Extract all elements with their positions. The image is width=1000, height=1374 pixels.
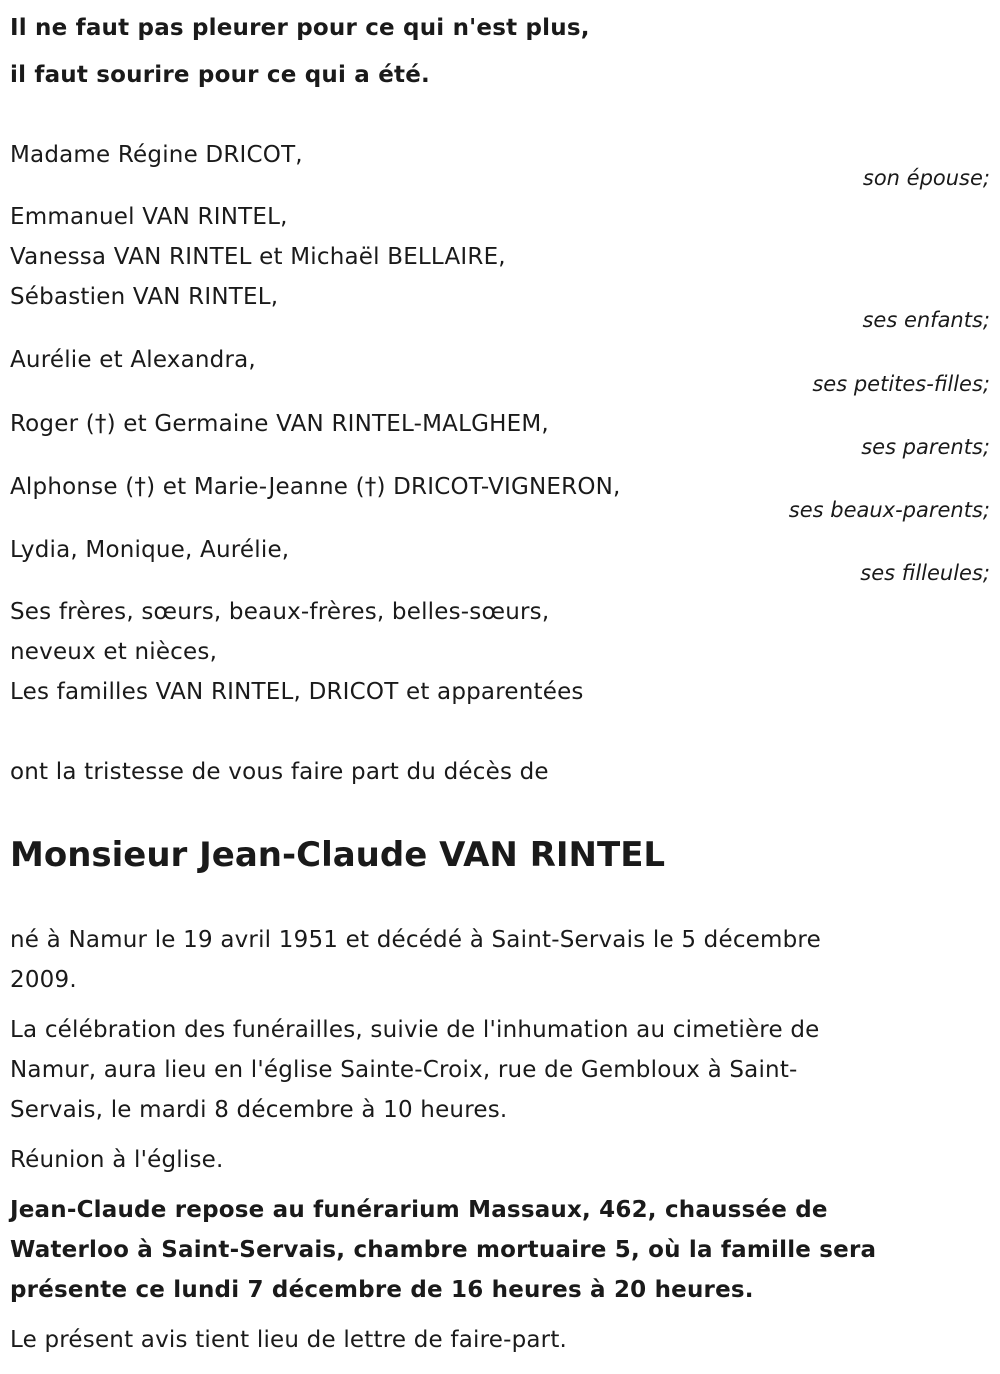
family-name: Madame Régine DRICOT, [10,142,303,168]
visitation-line: présente ce lundi 7 décembre de 16 heures à 20 heures. [10,1277,754,1303]
family-relation: ses petites-filles; [812,372,990,396]
visitation-line: Waterloo à Saint-Servais, chambre mortuaire 5, où la famille sera [10,1237,877,1263]
meeting: Réunion à l'église. [10,1147,224,1173]
family-relation: son épouse; [862,166,990,190]
family-name: Alphonse (†) et Marie-Jeanne (†) DRICOT-VIGNERON, [10,474,621,500]
family-relation: ses filleules; [860,561,990,585]
family-name: Sébastien VAN RINTEL, [10,284,279,310]
family-name: Ses frères, sœurs, beaux-frères, belles-sœurs, [10,599,550,625]
funeral-line: Namur, aura lieu en l'église Sainte-Croix, rue de Gembloux à Saint- [10,1057,798,1083]
funeral-line: Servais, le mardi 8 décembre à 10 heures. [10,1097,508,1123]
quote-line: Il ne faut pas pleurer pour ce qui n'est plus, [10,15,590,41]
family-relation: ses parents; [861,435,990,459]
deceased-name: Monsieur Jean-Claude VAN RINTEL [10,835,666,875]
family-name: Aurélie et Alexandra, [10,347,256,373]
family-relation: ses enfants; [862,308,990,332]
closing: Le présent avis tient lieu de lettre de faire-part. [10,1327,568,1353]
funeral-line: La célébration des funérailles, suivie de l'inhumation au cimetière de [10,1017,820,1043]
family-name: Lydia, Monique, Aurélie, [10,537,290,563]
family-name: Emmanuel VAN RINTEL, [10,204,288,230]
birth-death-line: né à Namur le 19 avril 1951 et décédé à Saint-Servais le 5 décembre [10,927,821,953]
family-name: Les familles VAN RINTEL, DRICOT et apparentées [10,679,584,705]
family-name: Vanessa VAN RINTEL et Michaël BELLAIRE, [10,244,506,270]
announcement: ont la tristesse de vous faire part du décès de [10,759,549,785]
family-name: neveux et nièces, [10,639,218,665]
quote-line: il faut sourire pour ce qui a été. [10,62,430,88]
family-name: Roger (†) et Germaine VAN RINTEL-MALGHEM, [10,411,549,437]
birth-death-line: 2009. [10,967,77,993]
visitation-line: Jean-Claude repose au funérarium Massaux, 462, chaussée de [10,1197,828,1223]
family-relation: ses beaux-parents; [788,498,990,522]
